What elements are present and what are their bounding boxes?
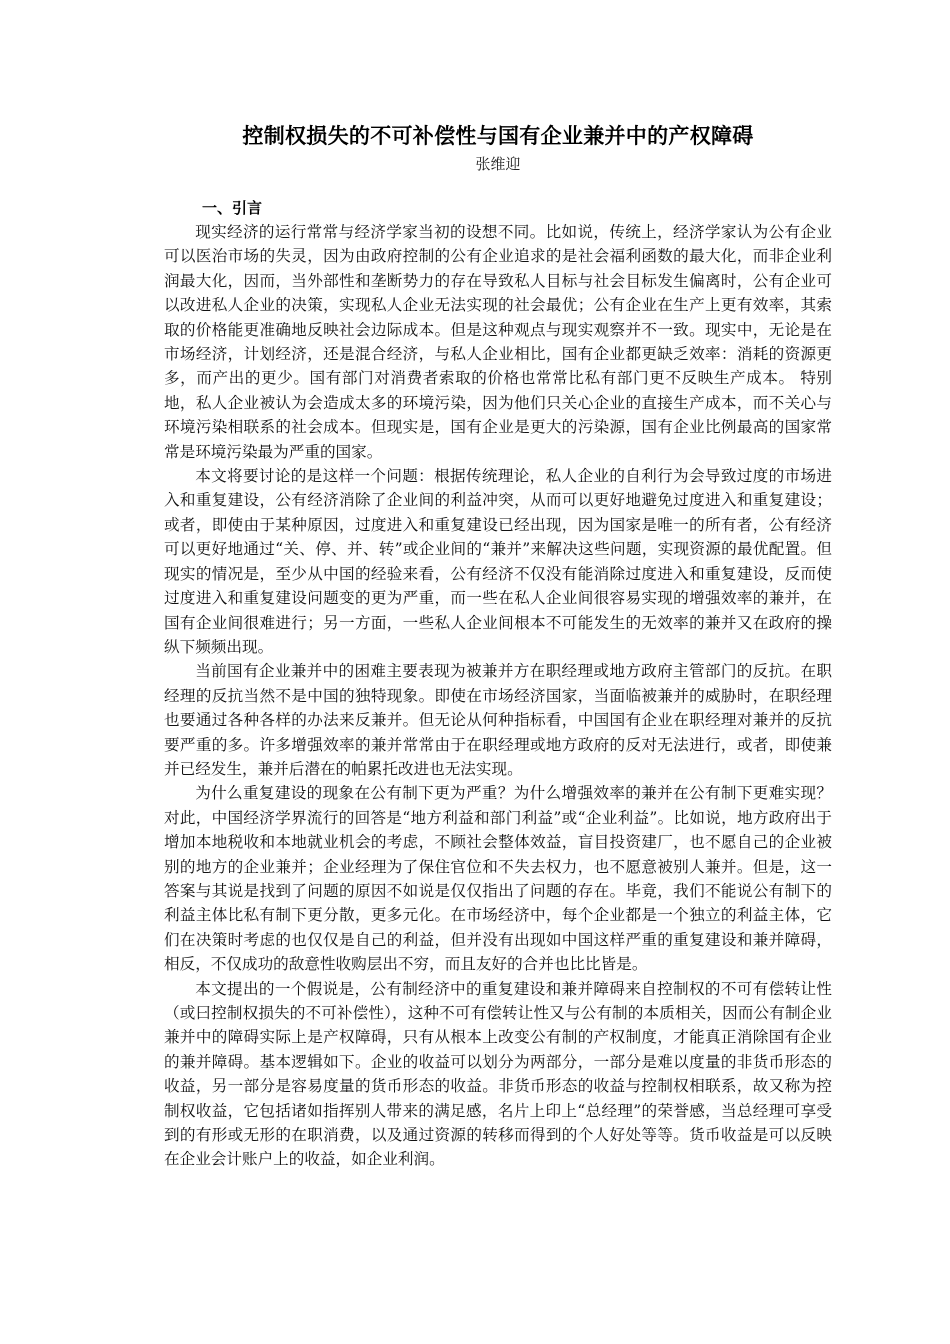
document-page [164,118,832,1172]
paragraph-4: 为什么重复建设的现象在公有制下更为严重？为什么增强效率的兼并在公有制下更难实现？对此，中国经济学界流行的回答是“地方利益和部门利益”或“企业利益”。比如说，地方政府出于增加本地税收和本地就业机会的考虑，不顾社会整体效益，盲目投资建厂，也不愿自己的企业被别的地方的企业兼并；企业经理为了保住官位和不失去权力，也不愿意被别人兼并。但是，这一答案与其说是找到了问题的原因不如说是仅仅指出了问题的存在。毕竟，我们不能说公有制下的利益主体比私有制下更分散，更多元化。在市场经济中，每个企业都是一个独立的利益主体，它们在决策时考虑的也仅仅是自己的利益，但并没有出现如中国这样严重的重复建设和兼并障碍，相反，不仅成功的敌意性收购层出不穷，而且友好的合并也比比皆是。 [164,784,832,974]
paragraph-2: 本文将要讨论的是这样一个问题：根据传统理论，私人企业的自利行为会导致过度的市场进入和重复建设，公有经济消除了企业间的利益冲突，从而可以更好地避免过度进入和重复建设；或者，即使由于某种原因，过度进入和重复建设已经出现，因为国家是唯一的所有者，公有经济可以更好地通过“关、停、并、转”或企业间的“兼并”来解决这些问题，实现资源的最优配置。但现实的情况是，至少从中国的经验来看，公有经济不仅没有能消除过度进入和重复建设，反而使过度进入和重复建设问题变的更为严重，而一些在私人企业间很容易实现的增强效率的兼并，在国有企业间很难进行；另一方面，一些私人企业间根本不可能发生的无效率的兼并又在政府的操纵下频频出现。 [164,467,832,656]
paragraph-1: 现实经济的运行常常与经济学家当初的设想不同。比如说，传统上，经济学家认为公有企业可以医治市场的失灵，因为由政府控制的公有企业追求的是社会福利函数的最大化，而非企业利润最大化，因而，当外部性和垄断势力的存在导致私人目标与社会目标发生偏离时，公有企业可以改进私人企业的决策，实现私人企业无法实现的社会最优；公有企业在生产上更有效率，其索取的价格能更准确地反映社会边际成本。但是这种观点与现实观察并不一致。现实中，无论是在市场经济，计划经济，还是混合经济，与私人企业相比，国有企业都更缺乏效率：消耗的资源更多，而产出的更少。国有部门对消费者索取的价格也常常比私有部门更不反映生产成本。 特别地，私人企业被认为会造成太多的环境污染，因为他们只关心企业的直接生产成本，而不关心与环境污染相联系的社会成本。但现实是，国有企业是更大的污染源，国有企业比例最高的国家常常是环境污染最为严重的国家。 [164,223,832,461]
section-heading-introduction: 一、引言 [202,199,263,217]
paragraph-5: 本文提出的一个假说是，公有制经济中的重复建设和兼并障碍来自控制权的不可有偿转让性（或曰控制权损失的不可补偿性），这种不可有偿转让性又与公有制的本质相关，因而公有制企业兼并中的障碍实际上是产权障碍，只有从根本上改变公有制的产权制度，才能真正消除国有企业的兼并障碍。基本逻辑如下。企业的收益可以划分为两部分，一部分是难以度量的非货币形态的收益，另一部分是容易度量的货币形态的收益。非货币形态的收益与控制权相联系，故又称为控制权收益，它包括诸如指挥别人带来的满足感，名片上印上“总经理”的荣誉感，当总经理可享受到的有形或无形的在职消费，以及通过资源的转移而得到的个人好处等等。货币收益是可以反映在企业会计账户上的收益，如企业利润。 [164,979,832,1169]
paragraph-3: 当前国有企业兼并中的困难主要表现为被兼并方在职经理或地方政府主管部门的反抗。在职经理的反抗当然不是中国的独特现象。即使在市场经济国家，当面临被兼并的威胁时，在职经理也要通过各种各样的办法来反兼并。但无论从何种指标看，中国国有企业在职经理对兼并的反抗要严重的多。许多增强效率的兼并常常由于在职经理或地方政府的反对无法进行，或者，即使兼并已经发生，兼并后潜在的帕累托改进也无法实现。 [164,662,832,778]
paper-title: 控制权损失的不可补偿性与国有企业兼并中的产权障碍 [242,124,754,148]
author-name: 张维迎 [475,155,521,173]
